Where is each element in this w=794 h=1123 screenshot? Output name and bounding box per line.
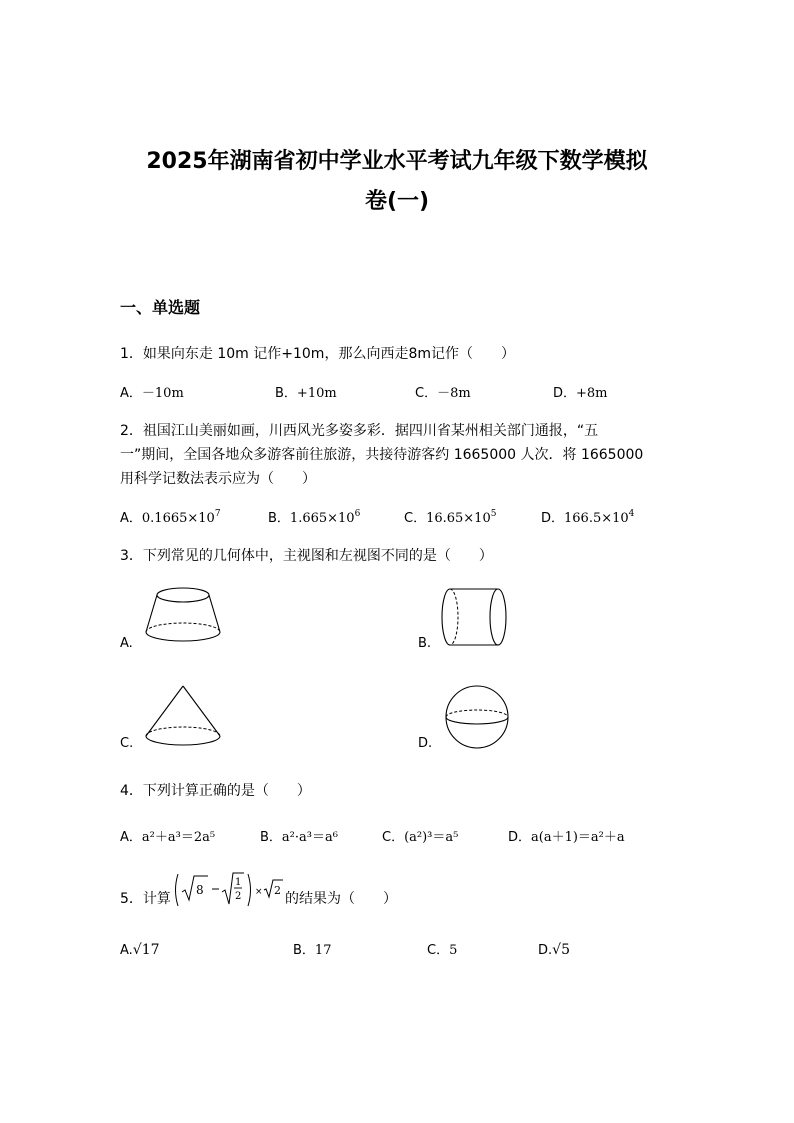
cone-icon[interactable] — [142, 684, 224, 750]
svg-text:2: 2 — [274, 884, 281, 897]
q4-option-b-expr: a²·a³＝a⁶ — [281, 830, 338, 845]
q4-option-d-expr: a(a＋1)＝a²＋a — [531, 830, 625, 845]
q4-option-c[interactable] — [382, 826, 458, 845]
q1-option-b-text: +10m — [296, 386, 337, 401]
cylinder-icon[interactable] — [440, 586, 510, 648]
q5-option-a[interactable] — [120, 942, 160, 958]
section-heading: 一、单选题 — [120, 298, 201, 317]
q5-option-d-label: D. — [538, 943, 553, 958]
q2-option-c-exp: 5 — [490, 509, 497, 519]
q1-option-a-text: －10m — [141, 386, 184, 401]
q3-option-b-label[interactable]: B. — [418, 636, 432, 651]
q1-option-b-label: B． — [275, 386, 297, 401]
svg-text:1: 1 — [235, 877, 242, 888]
q1-option-d[interactable] — [553, 382, 608, 401]
q4-option-a-label: A． — [120, 830, 142, 845]
svg-text:×: × — [255, 887, 263, 897]
svg-text:2: 2 — [235, 891, 242, 902]
q3-option-a-label[interactable]: A. — [120, 636, 133, 651]
q2-option-d-label: D． — [541, 511, 565, 526]
q5-option-c-text: 5 — [449, 943, 458, 958]
question-2-line2: 一”期间，全国各地众多游客前往旅游，共接待游客约 1665000 人次．将 1665000 — [120, 447, 644, 463]
q2-option-a[interactable] — [120, 507, 221, 526]
q2-option-c[interactable] — [404, 507, 496, 526]
q5-option-d-text: √5 — [552, 942, 570, 958]
q5-option-c[interactable] — [427, 939, 457, 958]
q2-option-b-base: 1.665×10 — [289, 511, 355, 526]
page-title-line2: 卷(一) — [364, 189, 430, 214]
q1-option-a-label: A． — [120, 386, 142, 401]
q4-option-d-label: D． — [508, 830, 532, 845]
question-2-line3: 用科学记数法表示应为（ ） — [120, 471, 316, 487]
q4-option-a-expr: a²＋a³＝2a⁵ — [141, 830, 216, 845]
q4-option-b-label: B． — [260, 830, 282, 845]
q5-expression — [172, 870, 284, 912]
q5-option-b-text: 17 — [314, 943, 332, 958]
q5-option-a-text: √17 — [132, 942, 160, 958]
q1-option-a[interactable] — [120, 382, 184, 401]
sphere-icon[interactable] — [442, 684, 512, 750]
q5-option-c-label: C． — [427, 943, 450, 958]
q2-option-a-exp: 7 — [214, 509, 221, 519]
q1-option-c-label: C． — [415, 386, 438, 401]
q4-option-c-expr: (a²)³＝a⁵ — [404, 830, 459, 845]
q2-option-a-label: A． — [120, 511, 142, 526]
q4-option-d[interactable] — [508, 826, 625, 845]
q2-option-d[interactable] — [541, 507, 634, 526]
q1-option-d-label: D． — [553, 386, 577, 401]
frustum-icon[interactable] — [142, 585, 224, 651]
question-4-stem: 4．下列计算正确的是（ ） — [120, 783, 311, 799]
q3-option-c-label[interactable]: C. — [120, 736, 134, 751]
question-5-suffix: 的结果为（ ） — [285, 891, 397, 907]
svg-text:8: 8 — [196, 883, 204, 897]
question-5-prefix: 5．计算 — [120, 891, 171, 907]
q2-option-b-exp: 6 — [354, 509, 361, 519]
question-1-stem: 1．如果向东走 10m 记作+10m，那么向西走8m记作（ ） — [120, 346, 515, 362]
question-2-line1: 2．祖国江山美丽如画，川西风光多姿多彩．据四川省某州相关部门通报，“五 — [120, 423, 599, 439]
q2-option-d-exp: 4 — [628, 509, 635, 519]
q5-option-b[interactable] — [293, 939, 331, 958]
q2-option-c-base: 16.65×10 — [426, 511, 491, 526]
q2-option-b[interactable] — [268, 507, 360, 526]
q1-option-d-text: +8m — [576, 386, 608, 401]
q4-option-b[interactable] — [260, 826, 338, 845]
q1-option-b[interactable] — [275, 382, 337, 401]
q1-option-c[interactable] — [415, 382, 471, 401]
question-3-stem: 3．下列常见的几何体中，主视图和左视图不同的是（ ） — [120, 548, 493, 564]
q5-option-b-label: B． — [293, 943, 315, 958]
q4-option-a[interactable] — [120, 826, 215, 845]
q3-option-d-label[interactable]: D. — [418, 736, 433, 751]
q5-option-a-label: A. — [120, 943, 133, 958]
q5-option-d[interactable] — [538, 942, 570, 958]
q4-option-c-label: C． — [382, 830, 405, 845]
page-title-line1: 2025年湖南省初中学业水平考试九年级下数学模拟 — [146, 149, 648, 174]
q2-option-a-base: 0.1665×10 — [141, 511, 215, 526]
q1-option-c-text: －8m — [437, 386, 471, 401]
q2-option-c-label: C． — [404, 511, 427, 526]
q2-option-b-label: B． — [268, 511, 290, 526]
q2-option-d-base: 166.5×10 — [564, 511, 629, 526]
